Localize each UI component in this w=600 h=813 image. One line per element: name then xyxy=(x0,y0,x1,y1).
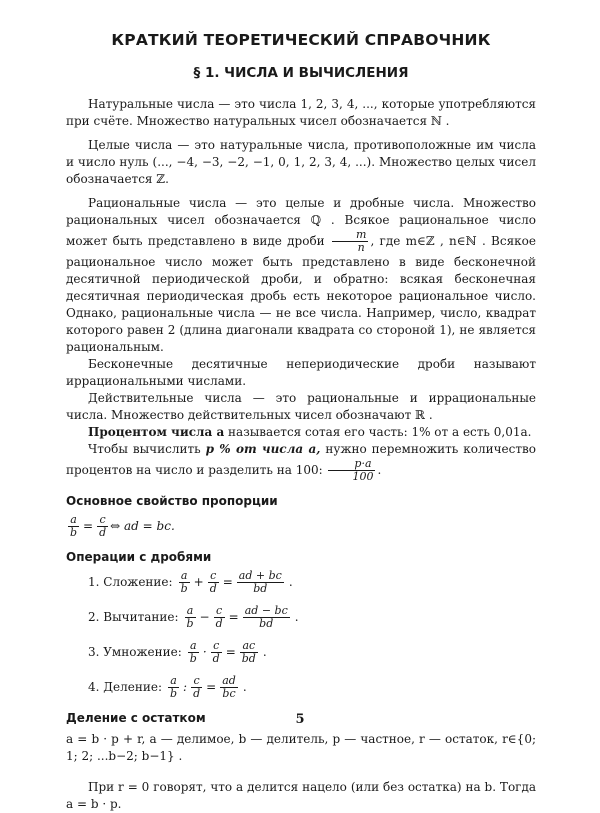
fraction-result xyxy=(237,570,284,595)
fraction-numerator: a xyxy=(179,570,190,583)
para-rational xyxy=(66,195,536,356)
fraction-operation-row xyxy=(66,675,536,700)
fraction-right xyxy=(211,640,222,665)
remainder-formula: a = b · p + r, a — делимое, b — делитель, p — частное, r — остаток, r∈{0; 1; 2; ...b−2; b−1} . xyxy=(66,732,536,763)
fraction-numerator: c xyxy=(214,605,225,618)
fraction-denominator: n xyxy=(357,241,365,254)
fraction-c-d xyxy=(97,514,108,539)
fraction-numerator: a xyxy=(168,675,179,688)
fraction-right xyxy=(208,570,219,595)
equals-sign: = xyxy=(225,645,236,659)
para-real: Действительные числа — это рациональные и иррациональные числа. Множество действительных чисел обозначают ℝ . xyxy=(66,391,536,422)
fraction-denominator: d xyxy=(209,582,217,595)
fraction-denominator: 100 xyxy=(352,470,374,483)
fraction-denominator: b xyxy=(180,582,188,595)
page-number: 5 xyxy=(295,712,305,727)
fraction-denominator: bd xyxy=(259,617,274,630)
page-content xyxy=(66,30,536,813)
fraction-denominator: d xyxy=(212,652,220,665)
para-rational-a: Рациональные числа — это целые и дробные числа. Множество рациональных чисел обозначается ℚ . Всякое рациональное число может быть представлено в виде дроби xyxy=(66,196,536,248)
operation-label: 2. Вычитание: xyxy=(88,610,179,624)
fraction-operation-row xyxy=(66,570,536,595)
fraction-numerator: p·a xyxy=(328,458,375,471)
period: . xyxy=(288,575,293,589)
fraction-left xyxy=(188,640,199,665)
operation-sign: · xyxy=(202,645,207,659)
proportion-tail: ⇔ ad = bc. xyxy=(110,519,175,533)
percent-calc-bold: p % от числа a, xyxy=(205,442,321,456)
fraction-numerator: ad − bc xyxy=(244,604,288,617)
equals-sign: = xyxy=(222,575,233,589)
operation-sign: + xyxy=(193,575,204,589)
percent-calc-a: Чтобы вычислить xyxy=(88,442,201,456)
fraction-numerator: a xyxy=(185,605,196,618)
percent-calc-b: нужно перемножить количество процентов на число и разделить на 100: xyxy=(66,442,536,477)
fraction-result xyxy=(240,640,258,665)
fraction-operation-row xyxy=(66,605,536,630)
operation-label: 3. Умножение: xyxy=(88,645,182,659)
fraction-numerator: c xyxy=(211,640,222,653)
fraction-numerator: a xyxy=(68,514,79,527)
fraction-a-b xyxy=(68,514,79,539)
fraction-numerator: c xyxy=(208,570,219,583)
proportion-heading: Основное свойство пропорции xyxy=(66,494,278,508)
fraction-result xyxy=(243,605,290,630)
para-natural: Натуральные числа — это числа 1, 2, 3, 4, ..., которые употребляются при счёте. Множество натуральных чисел обозначается ℕ . xyxy=(66,97,536,128)
period: . xyxy=(294,610,299,624)
fraction-denominator: d xyxy=(215,617,223,630)
section-title: § 1. ЧИСЛА И ВЫЧИСЛЕНИЯ xyxy=(193,65,409,81)
fraction-numerator: m xyxy=(332,229,368,242)
operation-sign: − xyxy=(199,610,210,624)
fraction-numerator: c xyxy=(191,675,202,688)
proportion-formula xyxy=(66,514,536,539)
fraction-left xyxy=(179,570,190,595)
para-irrational: Бесконечные десятичные непериодические дроби называют иррациональными числами. xyxy=(66,357,536,388)
fractions-heading: Операции с дробями xyxy=(66,550,212,564)
percent-definition: называется сотая его часть: 1% от a есть 0,01a. xyxy=(224,425,532,439)
operation-label: 1. Сложение: xyxy=(88,575,173,589)
fraction-denominator: b xyxy=(189,652,197,665)
percent-term: Процентом числа a xyxy=(88,425,225,439)
fraction-denominator: bd xyxy=(241,652,256,665)
period: . xyxy=(262,645,267,659)
para-percent-calc: Чтобы вычислить p % от числа a, нужно перемножить количество процентов на число и разделить на 100: $\frac{p\cdot a}{100}$ . xyxy=(66,442,536,483)
para-percent xyxy=(66,424,536,441)
fraction-result xyxy=(220,675,238,700)
fraction-denominator: d xyxy=(193,687,201,700)
para-integers: Целые числа — это натуральные числа, противоположные им числа и число нуль (..., −4, −3, −2, −1, 0, 1, 2, 3, 4, ...). Множество целых чисел обозначается ℤ. xyxy=(66,138,536,186)
fraction-numerator: c xyxy=(97,514,108,527)
fraction-denominator: b xyxy=(186,617,194,630)
fraction-denominator: bd xyxy=(253,582,268,595)
page-title: КРАТКИЙ ТЕОРЕТИЧЕСКИЙ СПРАВОЧНИК xyxy=(111,31,491,49)
equals-sign: = xyxy=(228,610,239,624)
fraction-denominator: b xyxy=(170,687,178,700)
fraction-right xyxy=(191,675,202,700)
fraction-denominator: b xyxy=(70,526,78,539)
equals-sign: = xyxy=(83,519,94,533)
fraction-left xyxy=(185,605,196,630)
equals-sign: = xyxy=(206,680,217,694)
fraction-right xyxy=(214,605,225,630)
fraction-numerator: ad + bc xyxy=(238,569,282,582)
fraction-numerator: ac xyxy=(240,640,258,653)
remainder-heading: Деление с остатком xyxy=(66,711,206,725)
fraction-left xyxy=(168,675,179,700)
fraction-pa-100 xyxy=(328,458,375,483)
fraction-denominator: d xyxy=(99,526,107,539)
operation-sign: : xyxy=(183,680,188,694)
fraction-m-n xyxy=(332,229,368,254)
fraction-numerator: ad xyxy=(222,674,236,687)
fraction-numerator: a xyxy=(188,640,199,653)
fraction-operations xyxy=(66,570,536,700)
remainder-note: При r = 0 говорят, что a делится нацело (или без остатка) на b. Тогда a = b · p. xyxy=(66,780,536,811)
fraction-operation-row xyxy=(66,640,536,665)
period: . xyxy=(242,680,247,694)
operation-label: 4. Деление: xyxy=(88,680,162,694)
para-rational-b: , где m∈ℤ , n∈ℕ . Всякое рациональное число может быть представлено в виде бесконечной десятичной периодической дроби, и обратно: всякая бесконечная десятичная периодическая дробь есть некоторое рациональное число. Однако, рациональные числа — не все числа. Например, число, квадрат которого равен 2 (длина диагонали квадрата со стороной 1), не является рациональным. xyxy=(66,234,536,354)
fraction-denominator: bc xyxy=(222,687,236,700)
